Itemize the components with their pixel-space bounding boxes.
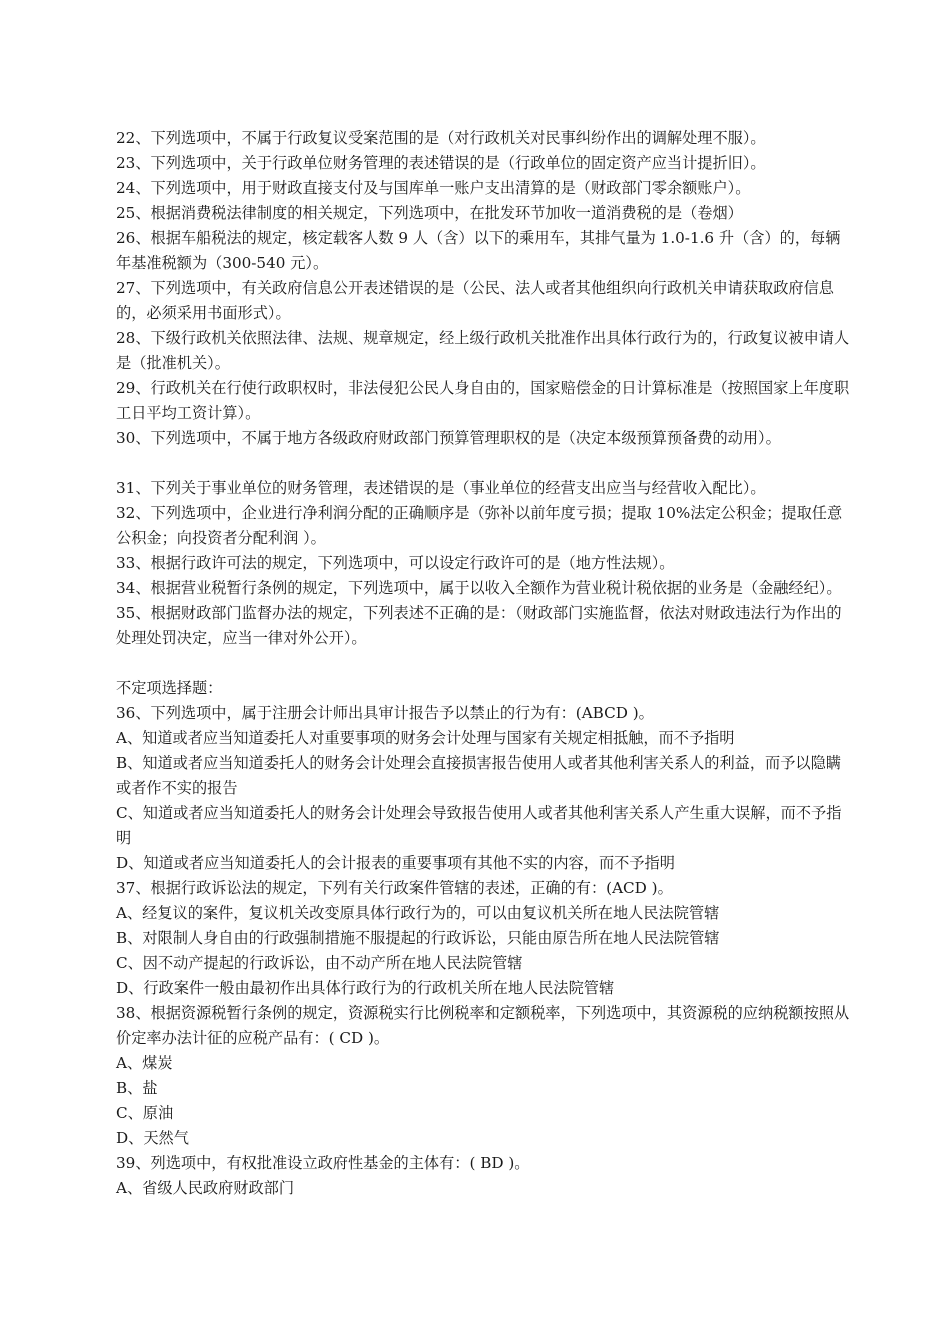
option-36-c: C、知道或者应当知道委托人的财务会计处理会导致报告使用人或者其他利害关系人产生重大误解，而不予指明 bbox=[116, 804, 842, 847]
question-26: 26、根据车船税法的规定，核定载客人数 9 人（含）以下的乘用车，其排气量为 1.0-1.6 升（含）的，每辆年基准税额为（300-540 元）。 bbox=[116, 229, 841, 272]
option-39-a: A、省级人民政府财政部门 bbox=[116, 1179, 295, 1197]
blank-line bbox=[116, 651, 851, 676]
question-32: 32、下列选项中，企业进行净利润分配的正确顺序是（弥补以前年度亏损；提取 10%法定公积金；提取任意公积金；向投资者分配利润 ）。 bbox=[116, 504, 843, 547]
question-31: 31、下列关于事业单位的财务管理，表述错误的是（事业单位的经营支出应当与经营收入配比）。 bbox=[116, 479, 766, 497]
document-page bbox=[116, 126, 851, 1201]
question-33: 33、根据行政许可法的规定，下列选项中，可以设定行政许可的是（地方性法规）。 bbox=[116, 554, 675, 572]
question-36: 36、下列选项中，属于注册会计师出具审计报告予以禁止的行为有：(ABCD )。 bbox=[116, 704, 654, 722]
question-24: 24、下列选项中，用于财政直接支付及与国库单一账户支出清算的是（财政部门零余额账户）。 bbox=[116, 179, 751, 197]
question-28: 28、下级行政机关依照法律、法规、规章规定，经上级行政机关批准作出具体行政行为的，行政复议被申请人是（批准机关）。 bbox=[116, 329, 850, 372]
blank-line bbox=[116, 451, 851, 476]
question-25: 25、根据消费税法律制度的相关规定，下列选项中，在批发环节加收一道消费税的是（卷烟） bbox=[116, 204, 743, 222]
option-36-b: B、知道或者应当知道委托人的财务会计处理会直接损害报告使用人或者其他利害关系人的利益，而予以隐瞒或者作不实的报告 bbox=[116, 754, 841, 797]
option-38-c: C、原油 bbox=[116, 1104, 174, 1122]
section-heading: 不定项选择题： bbox=[116, 679, 223, 697]
option-38-b: B、盐 bbox=[116, 1079, 158, 1097]
question-23: 23、下列选项中，关于行政单位财务管理的表述错误的是（行政单位的固定资产应当计提折旧）。 bbox=[116, 154, 766, 172]
option-38-d: D、天然气 bbox=[116, 1129, 189, 1147]
question-22: 22、下列选项中，不属于行政复议受案范围的是（对行政机关对民事纠纷作出的调解处理不服）。 bbox=[116, 129, 766, 147]
question-35: 35、根据财政部门监督办法的规定，下列表述不正确的是：（财政部门实施监督，依法对财政违法行为作出的处理处罚决定，应当一律对外公开）。 bbox=[116, 604, 842, 647]
question-27: 27、下列选项中，有关政府信息公开表述错误的是（公民、法人或者其他组织向行政机关申请获取政府信息的，必须采用书面形式）。 bbox=[116, 279, 834, 322]
question-29: 29、行政机关在行使行政职权时，非法侵犯公民人身自由的，国家赔偿金的日计算标准是（按照国家上年度职工日平均工资计算）。 bbox=[116, 379, 850, 422]
question-38: 38、根据资源税暂行条例的规定，资源税实行比例税率和定额税率，下列选项中，其资源税的应纳税额按照从价定率办法计征的应税产品有：( CD )。 bbox=[116, 1004, 850, 1047]
question-39: 39、列选项中，有权批准设立政府性基金的主体有：( BD )。 bbox=[116, 1154, 530, 1172]
option-38-a: A、煤炭 bbox=[116, 1054, 173, 1072]
option-37-b: B、对限制人身自由的行政强制措施不服提起的行政诉讼，只能由原告所在地人民法院管辖 bbox=[116, 929, 720, 947]
option-37-a: A、经复议的案件，复议机关改变原具体行政行为的，可以由复议机关所在地人民法院管辖 bbox=[116, 904, 720, 922]
option-36-a: A、知道或者应当知道委托人对重要事项的财务会计处理与国家有关规定相抵触，而不予指明 bbox=[116, 729, 735, 747]
option-37-d: D、行政案件一般由最初作出具体行政行为的行政机关所在地人民法院管辖 bbox=[116, 979, 615, 997]
question-37: 37、根据行政诉讼法的规定，下列有关行政案件管辖的表述，正确的有：(ACD )。 bbox=[116, 879, 673, 897]
question-30: 30、下列选项中，不属于地方各级政府财政部门预算管理职权的是（决定本级预算预备费的动用）。 bbox=[116, 429, 781, 447]
option-37-c: C、因不动产提起的行政诉讼，由不动产所在地人民法院管辖 bbox=[116, 954, 523, 972]
option-36-d: D、知道或者应当知道委托人的会计报表的重要事项有其他不实的内容，而不予指明 bbox=[116, 854, 675, 872]
question-34: 34、根据营业税暂行条例的规定，下列选项中，属于以收入全额作为营业税计税依据的业务是（金融经纪）。 bbox=[116, 579, 842, 597]
